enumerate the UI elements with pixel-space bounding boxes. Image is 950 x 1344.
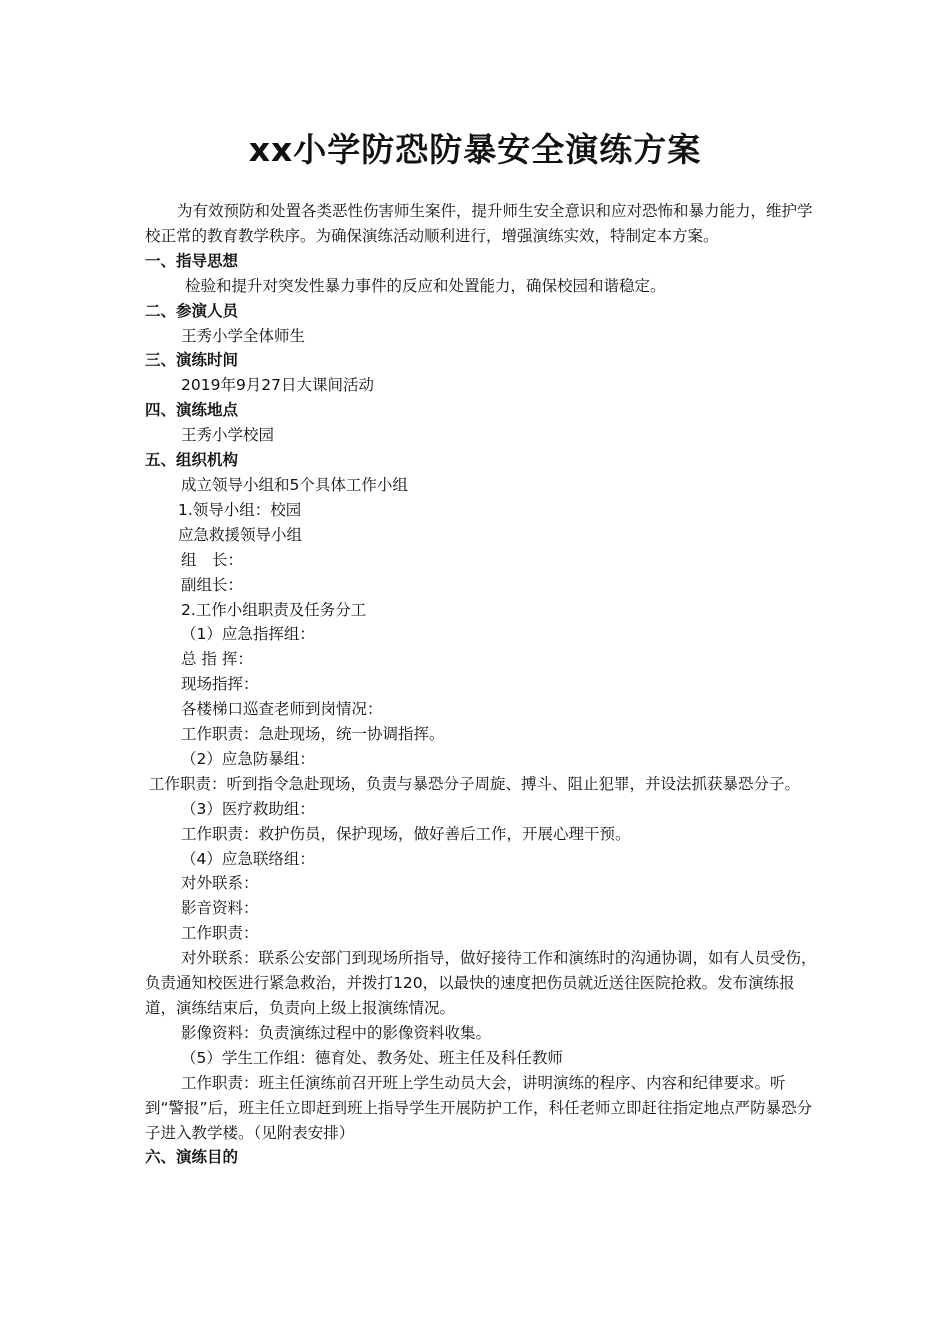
- guiding-idea-text: 检验和提升对突发性暴力事件的反应和处置能力，确保校园和谐稳定。: [185, 276, 666, 295]
- organization-line-3: 应急救援领导小组: [178, 525, 303, 544]
- drill-time-text: 2019年9月27日大课间活动: [181, 376, 375, 395]
- group-3-duty: 工作职责：救护伤员，保护现场，做好善后工作，开展心理干预。: [181, 824, 631, 843]
- participants-text: 王秀小学全体师生: [181, 326, 306, 345]
- section-heading-drill-purpose: 六、演练目的: [145, 1148, 239, 1167]
- group-1-duty: 工作职责：急赴现场，统一协调指挥。: [181, 725, 445, 744]
- group-2-title: （2）应急防暴组：: [181, 749, 315, 768]
- section-heading-drill-time: 三、演练时间: [145, 351, 239, 370]
- group-1-stairs: 各楼梯口巡查老师到岗情况：: [181, 700, 383, 719]
- drill-location-text: 王秀小学校园: [181, 426, 275, 445]
- group-4-media: 影音资料：: [181, 899, 259, 918]
- section-heading-guiding-idea: 一、指导思想: [145, 251, 239, 270]
- group-5-duty: 工作职责：班主任演练前召开班上学生动员大会，讲明演练的程序、内容和纪律要求。听到“警报”后，班主任立即赶到班上指导学生开展防护工作，科任老师立即赶往指定地点严防暴恐分子进入教学楼。（见附表安排）: [145, 1073, 813, 1142]
- group-4-duty: 工作职责：: [181, 924, 259, 943]
- group-3-title: （3）医疗救助组：: [181, 799, 315, 818]
- group-1-chief: 总 指 挥：: [181, 650, 253, 669]
- organization-line-4: 2.工作小组职责及任务分工: [181, 600, 367, 619]
- group-5-title: （5）学生工作组：德育处、教务处、班主任及科任教师: [181, 1048, 563, 1067]
- group-4-media-duty: 影像资料：负责演练过程中的影像资料收集。: [181, 1023, 492, 1042]
- section-heading-participants: 二、参演人员: [145, 301, 239, 320]
- group-1-title: （1）应急指挥组：: [181, 625, 315, 644]
- group-1-site-command: 现场指挥：: [181, 675, 259, 694]
- leader-label: 组 长：: [181, 550, 244, 569]
- group-2-duty: 工作职责：听到指令急赴现场，负责与暴恐分子周旋、搏斗、阻止犯罪，并设法抓获暴恐分子。: [149, 774, 801, 793]
- organization-line-1: 成立领导小组和5个具体工作小组: [181, 475, 408, 494]
- deputy-leader-label: 副组长：: [181, 575, 244, 594]
- organization-line-2: 1.领导小组：校园: [178, 500, 302, 519]
- group-4-title: （4）应急联络组：: [181, 849, 315, 868]
- group-4-external-duty: 对外联系：联系公安部门到现场所指导，做好接待工作和演练时的沟通协调，如有人员受伤，负责通知校医进行紧急救治，并拨打120，以最快的速度把伤员就近送往医院抢救。发布演练报道，演练结束后，负责向上级上报演练情况。: [145, 949, 817, 1017]
- document-body: [145, 199, 817, 1170]
- group-4-external: 对外联系：: [181, 874, 259, 893]
- section-heading-drill-location: 四、演练地点: [145, 401, 239, 420]
- document-title: xx小学防恐防暴安全演练方案: [248, 130, 702, 169]
- section-heading-organization: 五、组织机构: [145, 451, 239, 470]
- intro-paragraph: 为有效预防和处置各类恶性伤害师生案件，提升师生安全意识和应对恐怖和暴力能力，维护学校正常的教育教学秩序。为确保演练活动顺利进行，增强演练实效，特制定本方案。: [145, 202, 813, 245]
